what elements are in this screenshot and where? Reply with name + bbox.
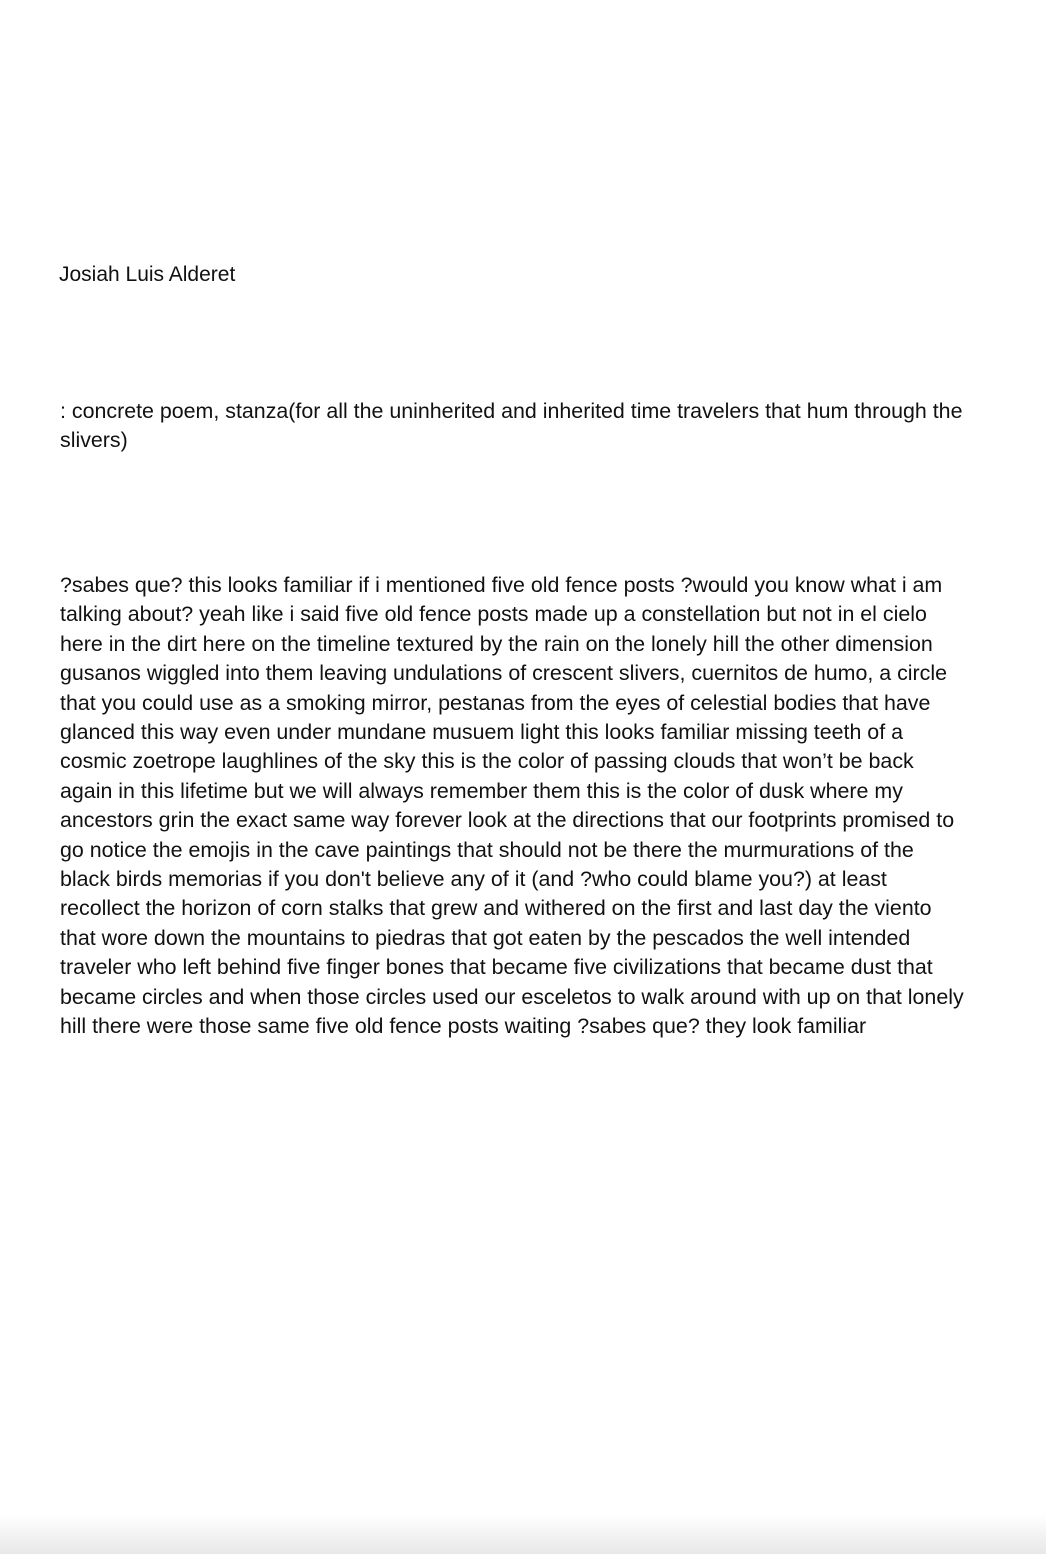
poem-line: hill there were those same five old fence posts waiting ?sabes que? they look familiar (60, 1014, 867, 1039)
poem-line: that you could use as a smoking mirror, pestanas from the eyes of celestial bodies that have (60, 690, 931, 715)
poem-line: traveler who left behind five finger bones that became five civilizations that became dust that (60, 955, 933, 980)
poem-line: recollect the horizon of corn stalks that grew and withered on the first and last day the viento (60, 896, 932, 921)
poem-line: ancestors grin the exact same way forever look at the directions that our footprints promised to (60, 808, 955, 833)
poem-line: cosmic zoetrope laughlines of the sky this is the color of passing clouds that won’t be back (60, 749, 914, 774)
poem-body (60, 571, 1000, 1042)
poem-line: again in this lifetime but we will always remember them this is the color of dusk where my (60, 778, 903, 803)
poem-title (60, 397, 1000, 455)
poem-line: glanced this way even under mundane musuem light this looks familiar missing teeth of a (60, 720, 903, 745)
poem-line: that wore down the mountains to piedras that got eaten by the pescados the well intended (60, 925, 911, 950)
author-name: Josiah Luis Alderet (59, 263, 236, 286)
poem-line: became circles and when those circles used our esceletos to walk around with up on that lonely (60, 984, 964, 1009)
poem-line: ?sabes que? this looks familiar if i mentioned five old fence posts ?would you know what i am (60, 573, 943, 597)
poem-line: go notice the emojis in the cave paintings that should not be there the murmurations of the (60, 837, 914, 862)
poem-line: black birds memorias if you don't believe any of it (and ?who could blame you?) at least (60, 867, 887, 892)
poem-title-line: slivers) (60, 428, 128, 452)
poem-line: here in the dirt here on the timeline textured by the rain on the lonely hill the other dimension (60, 631, 933, 656)
poem-title-line: : concrete poem, stanza(for all the uninherited and inherited time travelers that hum through the (60, 399, 963, 423)
poem-line: gusanos wiggled into them leaving undulations of crescent slivers, cuernitos de humo, a circle (60, 661, 948, 686)
poem-line: talking about? yeah like i said five old fence posts made up a constellation but not in el cielo (60, 602, 927, 627)
page-bottom-shadow (0, 1514, 1046, 1554)
